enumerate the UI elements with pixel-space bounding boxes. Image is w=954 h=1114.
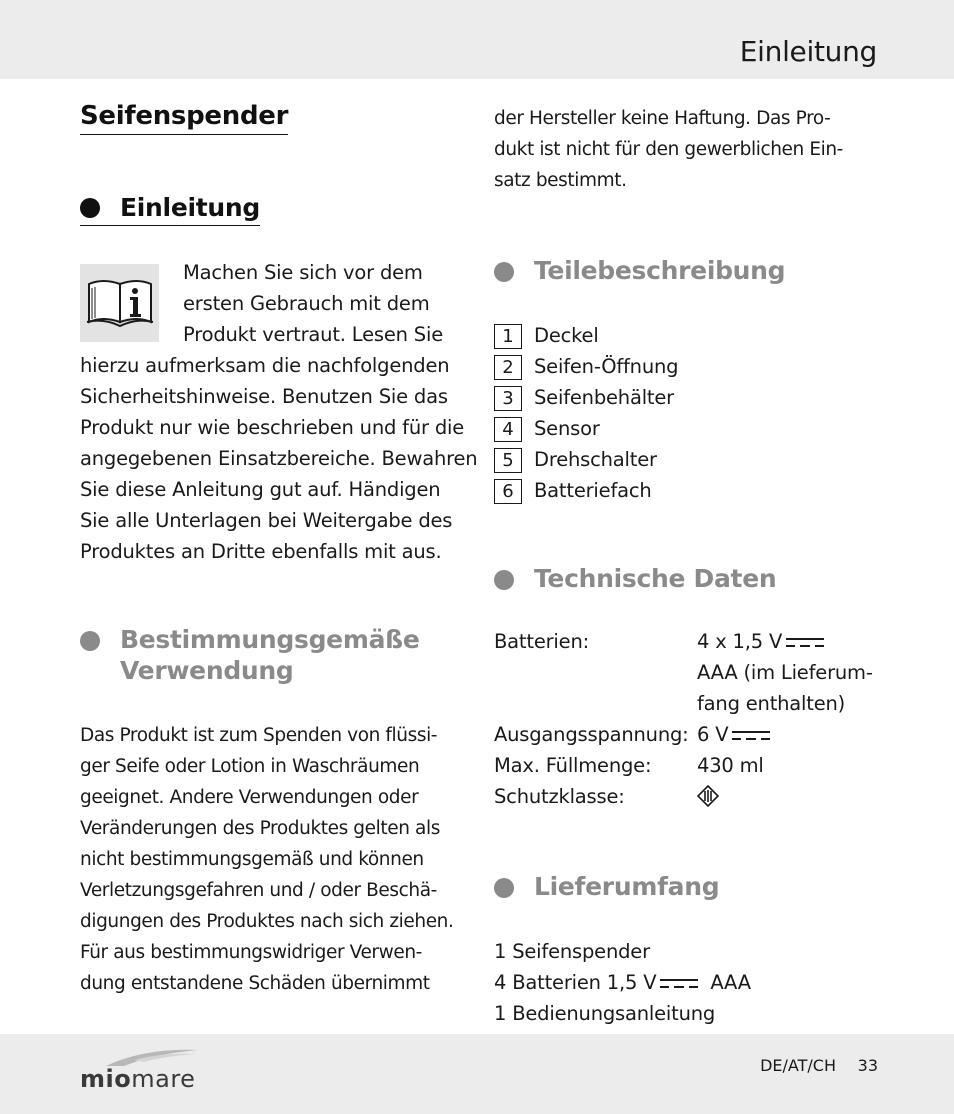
- batteries-value: [697, 626, 824, 657]
- intro-line: Sie diese Anleitung gut auf. Händigen: [80, 478, 441, 501]
- brand-logo: [80, 1046, 210, 1100]
- intro-line: Produktes an Dritte ebenfalls mit aus.: [80, 540, 442, 563]
- use-line: Verletzungsgefahren und / oder Beschä-: [80, 880, 437, 901]
- delivery-list: [494, 936, 751, 1029]
- logo-text-bold: mio: [80, 1065, 132, 1093]
- part-number: 6: [494, 479, 522, 504]
- part-number: 4: [494, 417, 522, 442]
- intro-text: [80, 350, 477, 567]
- list-item: [494, 967, 751, 998]
- intended-use-heading-line: Verwendung: [120, 656, 294, 685]
- list-item: 1 Bedienungsanleitung: [494, 1002, 716, 1025]
- dc-symbol-icon: [786, 637, 824, 649]
- use-line: Veränderungen des Produktes gelten als: [80, 818, 440, 839]
- fill-label: Max. Füllmenge:: [494, 754, 652, 777]
- intro-text-wrapped: [183, 257, 443, 350]
- delivery-heading: Lieferumfang: [534, 872, 720, 901]
- intro-line: Sicherheitshinweise. Benutzen Sie das: [80, 385, 448, 408]
- heading-bullet-icon: [80, 631, 100, 651]
- intro-line: angegebenen Einsatzbereiche. Bewahren: [80, 447, 478, 470]
- use-line: nicht bestimmungsgemäß und können: [80, 849, 424, 870]
- intro-line: hierzu aufmerksam die nachfolgenden: [80, 354, 450, 377]
- use-line: satz bestimmt.: [494, 170, 627, 191]
- list-item: 1 Seifenspender: [494, 940, 650, 963]
- heading-bullet-icon: [494, 262, 514, 282]
- part-number: 2: [494, 355, 522, 380]
- intended-use-heading-line: Bestimmungsgemäße: [120, 625, 420, 654]
- intro-line: ersten Gebrauch mit dem: [183, 292, 430, 315]
- use-line: ger Seife oder Lotion in Waschräumen: [80, 756, 420, 777]
- tech-heading: Technische Daten: [534, 564, 777, 593]
- intro-line: Sie alle Unterlagen bei Weitergabe des: [80, 509, 453, 532]
- part-label: Batteriefach: [534, 479, 652, 502]
- use-line: geeignet. Andere Verwendungen oder: [80, 787, 419, 808]
- footer-locale: DE/AT/CH: [760, 1056, 836, 1075]
- part-number: 1: [494, 324, 522, 349]
- part-number: 5: [494, 448, 522, 473]
- protection-class-iii-icon: [697, 785, 719, 816]
- intro-heading: Einleitung: [80, 192, 260, 226]
- voltage-value: [697, 719, 770, 750]
- document-title: Seifenspender: [80, 100, 288, 135]
- heading-bullet-icon: [494, 878, 514, 898]
- page-number: 33: [857, 1056, 878, 1075]
- parts-heading: Teilebeschreibung: [534, 256, 786, 285]
- voltage-label: Ausgangsspannung:: [494, 723, 689, 746]
- part-number: 3: [494, 386, 522, 411]
- batteries-note: fang enthalten): [697, 692, 846, 715]
- use-line: dukt ist nicht für den gewerblichen Ein-: [494, 139, 843, 160]
- delivery-battery-type: AAA: [710, 971, 751, 994]
- logo-wordmark: [80, 1064, 195, 1094]
- batteries-label: Batterien:: [494, 630, 589, 653]
- part-label: Sensor: [534, 417, 600, 440]
- part-label: Deckel: [534, 324, 599, 347]
- part-label: Seifen-Öffnung: [534, 355, 679, 378]
- part-label: Drehschalter: [534, 448, 657, 471]
- batteries-voltage: 4 x 1,5 V: [697, 630, 783, 653]
- use-line: Das Produkt ist zum Spenden von flüssi-: [80, 725, 438, 746]
- heading-bullet-icon: [494, 570, 514, 590]
- protection-class-label: Schutzklasse:: [494, 785, 625, 808]
- output-voltage: 6 V: [697, 723, 729, 746]
- part-label: Seifenbehälter: [534, 386, 674, 409]
- intro-line: Produkt nur wie beschrieben und für die: [80, 416, 465, 439]
- use-line: digungen des Produktes nach sich ziehen.: [80, 911, 454, 932]
- logo-text-light: mare: [131, 1065, 196, 1093]
- use-line: dung entstandene Schäden übernimmt: [80, 973, 430, 994]
- use-line: Für aus bestimmungswidriger Verwen-: [80, 942, 422, 963]
- info-book-icon: [80, 264, 159, 342]
- dc-symbol-icon: [660, 978, 698, 990]
- use-line: der Hersteller keine Haftung. Das Pro-: [494, 108, 831, 129]
- delivery-battery-text: 4 Batterien 1,5 V: [494, 971, 657, 994]
- dc-symbol-icon: [732, 730, 770, 742]
- intended-use-continued: [494, 103, 843, 196]
- intended-use-text: [80, 720, 453, 999]
- page-header-title: Einleitung: [739, 35, 877, 68]
- fill-value: 430 ml: [697, 754, 764, 777]
- intended-use-heading: [120, 624, 420, 686]
- intro-line: Machen Sie sich vor dem: [183, 261, 423, 284]
- intro-line: Produkt vertraut. Lesen Sie: [183, 323, 444, 346]
- batteries-note: AAA (im Lieferum-: [697, 661, 873, 684]
